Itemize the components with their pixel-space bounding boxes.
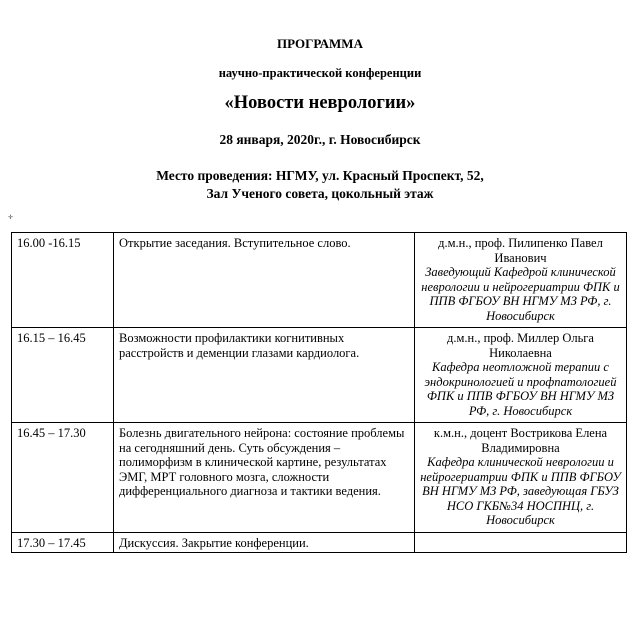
- table-row: [12, 328, 627, 423]
- table-row: [12, 532, 627, 553]
- session-time: 17.30 – 17.45: [12, 532, 114, 553]
- session-time: 16.45 – 17.30: [12, 423, 114, 533]
- speaker-affiliation: Заведующий Кафедрой клинической неврологии и нейрогериатрии ФПК и ППВ ФГБОУ ВН НГМУ МЗ РФ, г. Новосибирск: [421, 265, 620, 323]
- speaker-affiliation: Кафедра неотложной терапии с эндокринологией и профпатологией ФПК и ППВ ФГБОУ ВН НГМУ МЗ РФ, г. Новосибирск: [424, 360, 617, 418]
- session-time: 16.15 – 16.45: [12, 328, 114, 423]
- conference-name: «Новости неврологии»: [224, 93, 416, 113]
- schedule-table: [11, 232, 627, 553]
- speaker-affiliation: Кафедра клинической неврологии и нейрогериатрии ФПК и ППВ ФГБОУ ВН НГМУ МЗ РФ, заведующая ГБУЗ НСО ГКБ№34 НОСПНЦ, г. Новосибирск: [420, 455, 621, 527]
- venue-line-1: Место проведения: НГМУ, ул. Красный Проспект, 52,: [156, 168, 484, 183]
- conference-date-place: 28 января, 2020г., г. Новосибирск: [219, 132, 421, 147]
- session-topic: Возможности профилактики когнитивных расстройств и деменции глазами кардиолога.: [114, 328, 415, 423]
- session-speaker: [415, 233, 627, 328]
- table-move-handle-icon[interactable]: ✛: [8, 215, 14, 221]
- session-topic: Дискуссия. Закрытие конференции.: [114, 532, 415, 553]
- program-subtitle: научно-практической конференции: [218, 66, 422, 80]
- speaker-name: д.м.н., проф. Пилипенко Павел Иванович: [438, 236, 603, 265]
- venue-line-2: Зал Ученого совета, цокольный этаж: [206, 186, 434, 201]
- session-time: 16.00 -16.15: [12, 233, 114, 328]
- table-row: [12, 233, 627, 328]
- table-row: [12, 423, 627, 533]
- session-topic: Болезнь двигательного нейрона: состояние проблемы на сегодняшний день. Суть обсуждения – полиморфизм в клинической картине, результатах ЭМГ, МРТ головного мозга, сложности дифференциального диагноза и тактики ведения.: [114, 423, 415, 533]
- speaker-name: к.м.н., доцент Вострикова Елена Владимировна: [433, 426, 608, 455]
- session-speaker: [415, 423, 627, 533]
- session-speaker: [415, 328, 627, 423]
- speaker-name: д.м.н., проф. Миллер Ольга Николаевна: [447, 331, 594, 360]
- session-topic: Открытие заседания. Вступительное слово.: [114, 233, 415, 328]
- conference-venue: [0, 167, 640, 203]
- program-title: ПРОГРАММА: [277, 36, 363, 51]
- session-speaker: [415, 532, 627, 553]
